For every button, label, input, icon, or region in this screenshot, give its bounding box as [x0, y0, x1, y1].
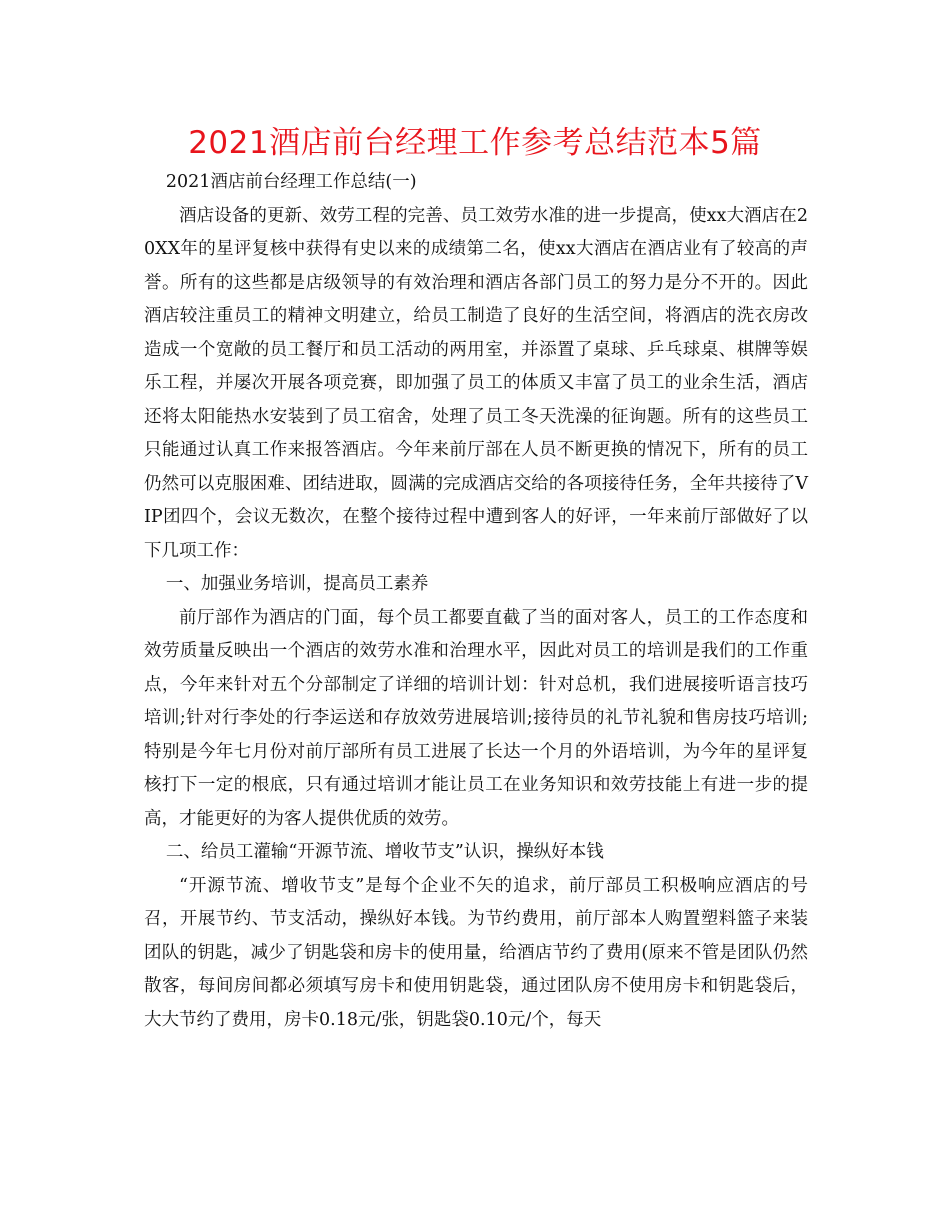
- body-paragraph: “开源节流、增收节支”是每个企业不矢的追求，前厅部员工积极响应酒店的号召，开展节约、节支活动，操纵好本钱。为节约费用，前厅部本人购置塑料篮子来装团队的钥匙，减少了钥匙袋和房卡的使用量，给酒店节约了费用(原来不管是团队仍然散客，每间房间都必须填写房卡和使用钥匙袋，通过团队房不使用房卡和钥匙袋后，大大节约了费用，房卡0.18元/张，钥匙袋0.10元/个，每天: [144, 875, 808, 1030]
- section-heading: 二、给员工灌输“开源节流、增收节支”认识，操纵好本钱: [165, 842, 604, 862]
- body-paragraph: 前厅部作为酒店的门面，每个员工都要直截了当的面对客人，员工的工作态度和效劳质量反映出一个酒店的效劳水准和治理水平，因此对员工的培训是我们的工作重点，今年来针对五个分部制定了详细的培训计划：针对总机，我们进展接听语言技巧培训;针对行李处的行李运送和存放效劳进展培训;接待员的礼节礼貌和售房技巧培训;特别是今年七月份对前厅部所有员工进展了长达一个月的外语培训，为今年的星评复核打下一定的根底，只有通过培训才能让员工在业务知识和效劳技能上有进一步的提高，才能更好的为客人提供优质的效劳。: [144, 607, 808, 829]
- section-heading: 一、加强业务培训，提高员工素养: [165, 574, 429, 594]
- body-paragraph: 酒店设备的更新、效劳工程的完善、员工效劳水准的进一步提高，使xx大酒店在20XX年的星评复核中获得有史以来的成绩第二名，使xx大酒店在酒店业有了较高的声誉。所有的这些都是店级领导的有效治理和酒店各部门员工的努力是分不开的。因此酒店较注重员工的精神文明建立，给员工制造了良好的生活空间，将酒店的洗衣房改造成一个宽敞的员工餐厅和员工活动的两用室，并添置了桌球、乒乓球桌、棋牌等娱乐工程，并屡次开展各项竞赛，即加强了员工的体质又丰富了员工的业余生活，酒店还将太阳能热水安装到了员工宿舍，处理了员工冬天洗澡的征询题。所有的这些员工只能通过认真工作来报答酒店。今年来前厅部在人员不断更换的情况下，所有的员工仍然可以克服困难、团结进取，圆满的完成酒店交给的各项接待任务，全年共接待了VIP团四个，会议无数次，在整个接待过程中遭到客人的好评，一年来前厅部做好了以下几项工作：: [144, 205, 808, 561]
- section-heading: 2021酒店前台经理工作总结(一): [165, 172, 417, 192]
- document-body: [144, 166, 808, 1037]
- document-title: 2021酒店前台经理工作参考总结范本5篇: [188, 125, 762, 161]
